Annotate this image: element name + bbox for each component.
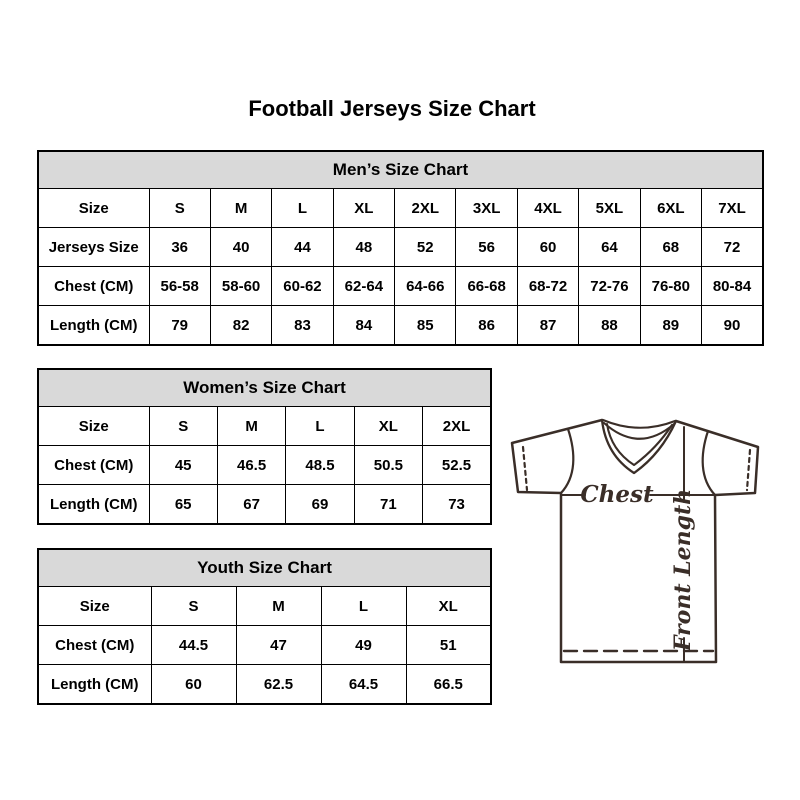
table-row (38, 485, 491, 525)
row-label-cell: Size (38, 189, 149, 228)
value-cell: 68 (640, 228, 701, 267)
row-label-cell: Jerseys Size (38, 228, 149, 267)
value-cell: S (149, 189, 210, 228)
value-cell: 89 (640, 306, 701, 346)
value-cell: 64 (579, 228, 640, 267)
row-label-cell: Chest (CM) (38, 626, 151, 665)
value-cell: L (321, 587, 406, 626)
value-cell: 82 (210, 306, 271, 346)
value-cell: 87 (517, 306, 578, 346)
table-title: Youth Size Chart (38, 549, 491, 587)
jersey-left-armhole-seam (561, 429, 573, 493)
value-cell: M (236, 587, 321, 626)
value-cell: 56-58 (149, 267, 210, 306)
value-cell: 66.5 (406, 665, 491, 705)
value-cell: 80-84 (702, 267, 763, 306)
value-cell: 72-76 (579, 267, 640, 306)
value-cell: XL (406, 587, 491, 626)
value-cell: 4XL (517, 189, 578, 228)
youth-size-table (37, 548, 492, 705)
table-row (38, 587, 491, 626)
value-cell: 85 (395, 306, 456, 346)
value-cell: 60 (517, 228, 578, 267)
value-cell: 83 (272, 306, 333, 346)
womens-size-table (37, 368, 492, 525)
table-row (38, 228, 763, 267)
value-cell: 50.5 (354, 446, 422, 485)
value-cell: 65 (149, 485, 217, 525)
value-cell: 58-60 (210, 267, 271, 306)
value-cell: 49 (321, 626, 406, 665)
value-cell: 67 (217, 485, 285, 525)
value-cell: 45 (149, 446, 217, 485)
value-cell: 76-80 (640, 267, 701, 306)
value-cell: 79 (149, 306, 210, 346)
value-cell: 51 (406, 626, 491, 665)
table-row (38, 626, 491, 665)
value-cell: 56 (456, 228, 517, 267)
row-label-cell: Length (CM) (38, 485, 149, 525)
value-cell: L (286, 407, 354, 446)
table-row (38, 446, 491, 485)
value-cell: 40 (210, 228, 271, 267)
value-cell: XL (354, 407, 422, 446)
mens-size-table (37, 150, 764, 346)
table-row (38, 665, 491, 705)
chest-label: Chest (580, 481, 654, 508)
value-cell: 62-64 (333, 267, 394, 306)
value-cell: 90 (702, 306, 763, 346)
jersey-diagram-svg (500, 398, 770, 668)
value-cell: 52.5 (423, 446, 491, 485)
jersey-left-cuff-stitch (523, 447, 527, 490)
value-cell: 68-72 (517, 267, 578, 306)
value-cell: 88 (579, 306, 640, 346)
value-cell: 44.5 (151, 626, 236, 665)
value-cell: 36 (149, 228, 210, 267)
value-cell: 48 (333, 228, 394, 267)
value-cell: 44 (272, 228, 333, 267)
row-label-cell: Length (CM) (38, 306, 149, 346)
value-cell: 5XL (579, 189, 640, 228)
value-cell: 46.5 (217, 446, 285, 485)
value-cell: 60 (151, 665, 236, 705)
row-label-cell: Size (38, 407, 149, 446)
jersey-collar-band-top (603, 420, 675, 428)
value-cell: M (217, 407, 285, 446)
value-cell: 6XL (640, 189, 701, 228)
value-cell: 84 (333, 306, 394, 346)
value-cell: 64-66 (395, 267, 456, 306)
table-row (38, 189, 763, 228)
value-cell: XL (333, 189, 394, 228)
value-cell: 72 (702, 228, 763, 267)
value-cell: 69 (286, 485, 354, 525)
value-cell: 47 (236, 626, 321, 665)
value-cell: 62.5 (236, 665, 321, 705)
value-cell: 60-62 (272, 267, 333, 306)
jersey-right-armhole-seam (703, 431, 715, 495)
table-row (38, 306, 763, 346)
table-title: Women’s Size Chart (38, 369, 491, 407)
value-cell: 64.5 (321, 665, 406, 705)
row-label-cell: Length (CM) (38, 665, 151, 705)
value-cell: M (210, 189, 271, 228)
table-row (38, 267, 763, 306)
value-cell: 86 (456, 306, 517, 346)
value-cell: 7XL (702, 189, 763, 228)
jersey-measurement-diagram (500, 398, 770, 668)
value-cell: 2XL (395, 189, 456, 228)
value-cell: 3XL (456, 189, 517, 228)
value-cell: 48.5 (286, 446, 354, 485)
jersey-outline (512, 420, 758, 662)
front-length-label: Front Length (670, 488, 696, 652)
row-label-cell: Chest (CM) (38, 446, 149, 485)
row-label-cell: Chest (CM) (38, 267, 149, 306)
table-title: Men’s Size Chart (38, 151, 763, 189)
row-label-cell: Size (38, 587, 151, 626)
value-cell: S (151, 587, 236, 626)
table-row (38, 407, 491, 446)
value-cell: 2XL (423, 407, 491, 446)
value-cell: 52 (395, 228, 456, 267)
value-cell: 73 (423, 485, 491, 525)
value-cell: 71 (354, 485, 422, 525)
jersey-right-cuff-stitch (747, 450, 750, 490)
page-title: Football Jerseys Size Chart (248, 96, 536, 121)
value-cell: S (149, 407, 217, 446)
value-cell: 66-68 (456, 267, 517, 306)
value-cell: L (272, 189, 333, 228)
